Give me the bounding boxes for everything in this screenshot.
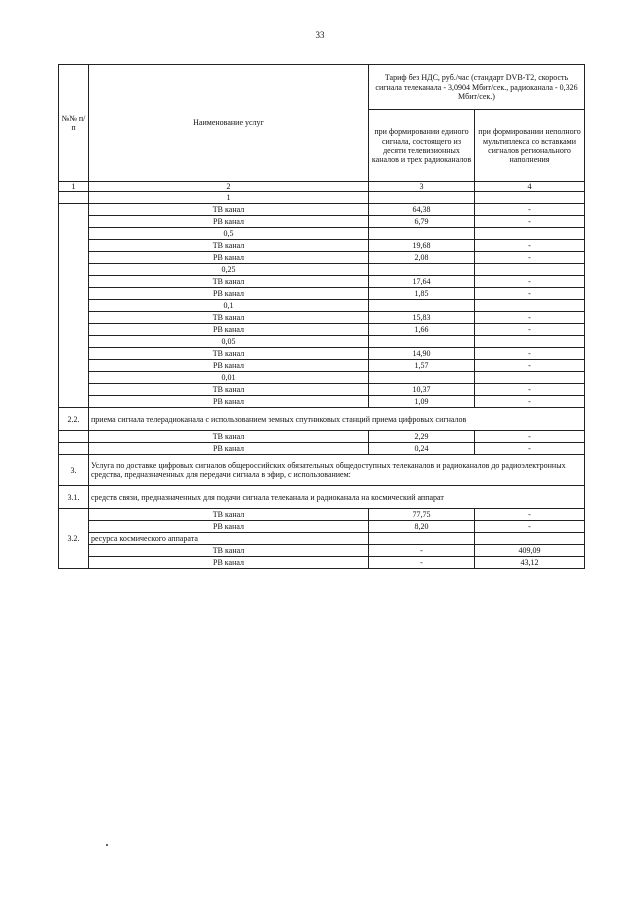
single-signal-value: 64,38 <box>369 204 475 216</box>
num-cell <box>59 396 89 408</box>
single-signal-value: 2,29 <box>369 431 475 443</box>
table-row <box>59 300 585 312</box>
num-cell <box>59 252 89 264</box>
section-3-1-row <box>59 486 585 509</box>
table-row <box>59 431 585 443</box>
num-cell <box>59 240 89 252</box>
table-row <box>59 312 585 324</box>
service-name: 0,25 <box>89 264 369 276</box>
header-num: №№ п/п <box>59 65 89 182</box>
service-name: 0,1 <box>89 300 369 312</box>
service-name: ТВ канал <box>89 276 369 288</box>
scan-dot <box>106 844 108 846</box>
partial-multiplex-value <box>475 228 585 240</box>
table-row <box>59 384 585 396</box>
service-name: РВ канал <box>89 288 369 300</box>
num-cell <box>59 216 89 228</box>
num-cell <box>59 300 89 312</box>
column-number: 1 <box>59 182 89 192</box>
partial-multiplex-value <box>475 192 585 204</box>
service-name: ТВ канал <box>89 545 369 557</box>
service-name: ТВ канал <box>89 348 369 360</box>
single-signal-value: 1,57 <box>369 360 475 372</box>
partial-multiplex-value: - <box>475 431 585 443</box>
empty-cell <box>475 533 585 545</box>
num-cell <box>59 348 89 360</box>
column-number: 2 <box>89 182 369 192</box>
service-name: РВ канал <box>89 396 369 408</box>
single-signal-value: - <box>369 545 475 557</box>
service-name: РВ канал <box>89 521 369 533</box>
service-name: ТВ канал <box>89 240 369 252</box>
column-number-row <box>59 182 585 192</box>
table-row <box>59 276 585 288</box>
empty-cell <box>369 533 475 545</box>
num-cell <box>59 312 89 324</box>
service-name: ТВ канал <box>89 312 369 324</box>
single-signal-value: 2,08 <box>369 252 475 264</box>
partial-multiplex-value: - <box>475 252 585 264</box>
partial-multiplex-value: - <box>475 384 585 396</box>
service-name: РВ канал <box>89 360 369 372</box>
partial-multiplex-value: - <box>475 396 585 408</box>
single-signal-value: 1,66 <box>369 324 475 336</box>
section-3-2-row <box>59 533 585 545</box>
table-row <box>59 443 585 455</box>
header-sub-single-signal: при формировании единого сигнала, состоящего из десяти телевизионных каналов и трех радиоканалов <box>369 110 475 182</box>
section-3-row <box>59 455 585 486</box>
column-number: 4 <box>475 182 585 192</box>
table-row <box>59 288 585 300</box>
table-row <box>59 204 585 216</box>
table-row <box>59 509 585 521</box>
column-number: 3 <box>369 182 475 192</box>
table-row <box>59 192 585 204</box>
header-row <box>59 65 585 110</box>
partial-multiplex-value: - <box>475 240 585 252</box>
header-tariff: Тариф без НДС, руб./час (стандарт DVB-T2, скорость сигнала телеканала - 3,0904 Мбит/сек., радиоканала - 0,326 Мбит/сек.) <box>369 65 585 110</box>
partial-multiplex-value: - <box>475 288 585 300</box>
partial-multiplex-value <box>475 336 585 348</box>
service-name: 0,5 <box>89 228 369 240</box>
num-cell <box>59 204 89 216</box>
partial-multiplex-value: - <box>475 204 585 216</box>
header-sub-partial-multiplex: при формировании неполного мультиплекса со вставками сигналов регионального наполнения <box>475 110 585 182</box>
num-cell <box>59 372 89 384</box>
single-signal-value <box>369 264 475 276</box>
table-row <box>59 336 585 348</box>
num-cell <box>59 521 89 533</box>
section-title: средств связи, предназначенных для подачи сигнала телеканала и радиоканала на космический аппарат <box>89 486 585 509</box>
service-name: РВ канал <box>89 324 369 336</box>
service-name: РВ канал <box>89 216 369 228</box>
service-name: ТВ канал <box>89 431 369 443</box>
num-cell <box>59 336 89 348</box>
num-cell <box>59 228 89 240</box>
section-2-2-row <box>59 408 585 431</box>
service-name: ТВ канал <box>89 384 369 396</box>
section-number: 3. <box>59 455 89 486</box>
single-signal-value: 6,79 <box>369 216 475 228</box>
page-number: 33 <box>315 30 325 40</box>
single-signal-value: 14,90 <box>369 348 475 360</box>
service-name: ТВ канал <box>89 204 369 216</box>
section-number: 3.2. <box>59 533 89 545</box>
single-signal-value: 17,64 <box>369 276 475 288</box>
single-signal-value <box>369 192 475 204</box>
table-row <box>59 545 585 557</box>
single-signal-value <box>369 228 475 240</box>
partial-multiplex-value: - <box>475 216 585 228</box>
table-row <box>59 521 585 533</box>
section-number: 3.1. <box>59 486 89 509</box>
table-row <box>59 396 585 408</box>
single-signal-value: 19,68 <box>369 240 475 252</box>
partial-multiplex-value <box>475 372 585 384</box>
num-cell <box>59 545 89 557</box>
table-row <box>59 228 585 240</box>
num-cell <box>59 443 89 455</box>
section-title: Услуга по доставке цифровых сигналов общероссийских обязательных общедоступных телеканалов и радиоканалов до радиоэлектронных средства, предназначенных для передачи сигнала в эфир, с использованием: <box>89 455 585 486</box>
num-cell <box>59 509 89 521</box>
service-name: 1 <box>89 192 369 204</box>
partial-multiplex-value: - <box>475 276 585 288</box>
partial-multiplex-value: 409,09 <box>475 545 585 557</box>
single-signal-value <box>369 336 475 348</box>
num-cell <box>59 384 89 396</box>
table-row <box>59 557 585 569</box>
num-cell <box>59 360 89 372</box>
single-signal-value: 10,37 <box>369 384 475 396</box>
single-signal-value: - <box>369 557 475 569</box>
partial-multiplex-value: - <box>475 360 585 372</box>
section-title: приема сигнала телерадиоканала с использованием земных спутниковых станций приема цифровых сигналов <box>89 408 585 431</box>
section-number: 2.2. <box>59 408 89 431</box>
num-cell <box>59 276 89 288</box>
single-signal-value: 1,09 <box>369 396 475 408</box>
num-cell <box>59 288 89 300</box>
service-name: ТВ канал <box>89 509 369 521</box>
service-name: 0,01 <box>89 372 369 384</box>
service-name: РВ канал <box>89 443 369 455</box>
partial-multiplex-value: - <box>475 443 585 455</box>
partial-multiplex-value: - <box>475 348 585 360</box>
num-cell <box>59 264 89 276</box>
partial-multiplex-value: - <box>475 312 585 324</box>
partial-multiplex-value: - <box>475 509 585 521</box>
section-title: ресурса космического аппарата <box>89 533 369 545</box>
table-row <box>59 324 585 336</box>
table-row <box>59 216 585 228</box>
partial-multiplex-value: - <box>475 324 585 336</box>
partial-multiplex-value <box>475 300 585 312</box>
header-name: Наименование услуг <box>89 65 369 182</box>
single-signal-value <box>369 372 475 384</box>
tariff-table <box>58 64 585 569</box>
single-signal-value <box>369 300 475 312</box>
num-cell <box>59 192 89 204</box>
single-signal-value: 0,24 <box>369 443 475 455</box>
table-row <box>59 348 585 360</box>
num-cell <box>59 557 89 569</box>
table-row <box>59 240 585 252</box>
single-signal-value: 1,85 <box>369 288 475 300</box>
table-row <box>59 252 585 264</box>
table-row <box>59 360 585 372</box>
service-name: РВ канал <box>89 557 369 569</box>
partial-multiplex-value: 43,12 <box>475 557 585 569</box>
num-cell <box>59 431 89 443</box>
service-name: 0,05 <box>89 336 369 348</box>
single-signal-value: 8,20 <box>369 521 475 533</box>
table-row <box>59 372 585 384</box>
single-signal-value: 15,83 <box>369 312 475 324</box>
service-name: РВ канал <box>89 252 369 264</box>
partial-multiplex-value <box>475 264 585 276</box>
single-signal-value: 77,75 <box>369 509 475 521</box>
rate-rows <box>59 192 585 408</box>
table-row <box>59 264 585 276</box>
partial-multiplex-value: - <box>475 521 585 533</box>
num-cell <box>59 324 89 336</box>
